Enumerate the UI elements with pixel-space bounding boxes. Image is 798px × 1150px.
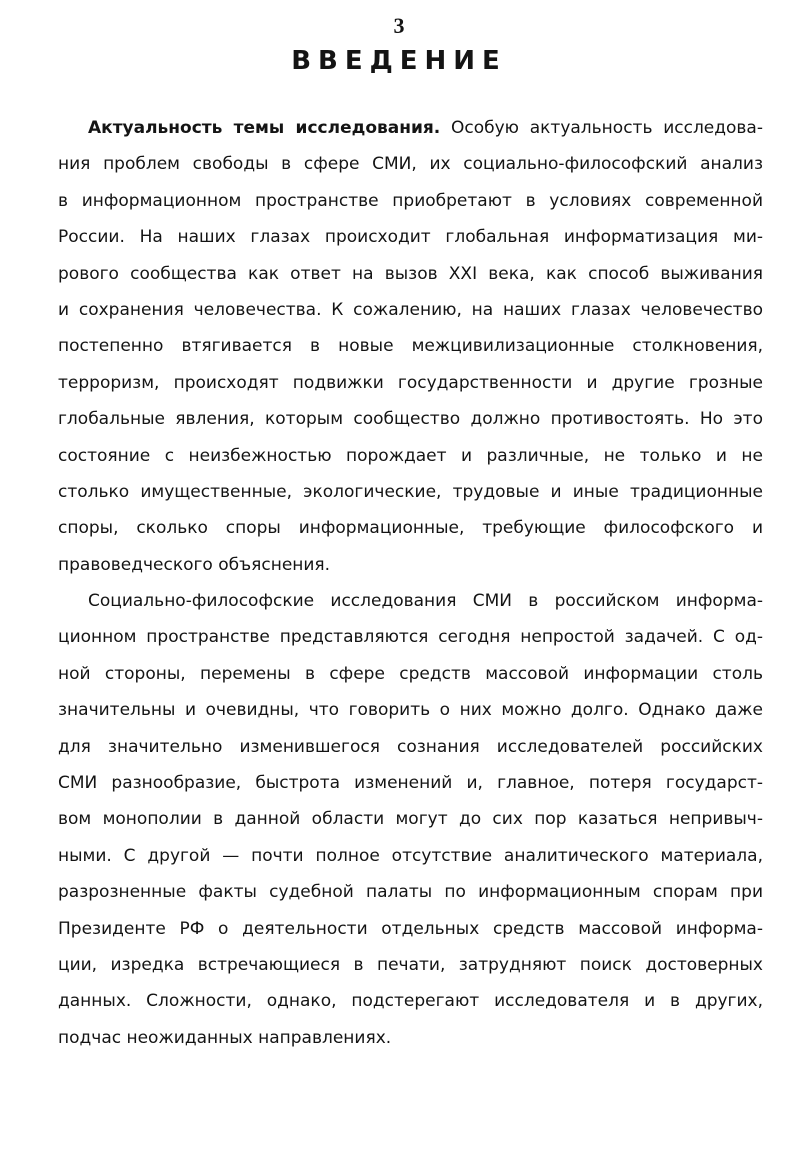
paragraph-line-text: Особую актуальность исследова- xyxy=(440,118,763,138)
paragraph-line: постепенно втягивается в новые межцивилизационные столкновения, xyxy=(58,336,763,357)
paragraph-line xyxy=(58,110,763,146)
paragraph-line: России. На наших глазах происходит глобальная информатизация ми- xyxy=(58,227,763,248)
paragraph-line: подчас неожиданных направлениях. xyxy=(58,1027,392,1048)
paragraph-line: Президенте РФ о деятельности отдельных средств массовой информа- xyxy=(58,918,763,939)
paragraph-line: Социально-философские исследования СМИ в российском информа- xyxy=(88,591,763,612)
paragraph-line: состояние с неизбежностью порождает и различные, не только и не xyxy=(58,445,763,466)
paragraph-line: терроризм, происходят подвижки государственности и другие грозные xyxy=(58,372,763,393)
paragraph-line: разрозненные факты судебной палаты по информационным спорам при xyxy=(58,882,763,903)
paragraph-line: рового сообщества как ответ на вызов XXI века, как способ выживания xyxy=(58,263,763,284)
paragraph-line: значительны и очевидны, что говорить о них можно долго. Однако даже xyxy=(58,700,763,721)
paragraph-line: споры, сколько споры информационные, требующие философского и xyxy=(58,518,763,539)
paragraph-line: ционном пространстве представляются сегодня непростой задачей. С од- xyxy=(58,627,763,648)
paragraph-line: в информационном пространстве приобретают в условиях современной xyxy=(58,190,763,211)
page-title: ВВЕДЕНИЕ xyxy=(291,46,507,76)
paragraph-line: ния проблем свободы в сфере СМИ, их социально-философский анализ xyxy=(58,154,763,175)
paragraph-line: ной стороны, перемены в сфере средств массовой информации столь xyxy=(58,663,763,684)
paragraph-line: данных. Сложности, однако, подстерегают исследователя и в других, xyxy=(58,991,763,1012)
paragraph-line: столько имущественные, экологические, трудовые и иные традиционные xyxy=(58,481,763,502)
paragraph-line: вом монополии в данной области могут до сих пор казаться непривыч- xyxy=(58,809,763,830)
body-text xyxy=(58,110,763,1056)
paragraph-line: правоведческого объяснения. xyxy=(58,554,331,575)
paragraph-line: ными. С другой — почти полное отсутствие аналитического материала, xyxy=(58,845,763,866)
paragraph-line: ции, изредка встречающиеся в печати, затрудняют поиск достоверных xyxy=(58,954,763,975)
paragraph-line: и сохранения человечества. К сожалению, на наших глазах человечество xyxy=(58,299,763,320)
paragraph-line: глобальные явления, которым сообщество должно противостоять. Но это xyxy=(58,409,763,430)
paragraph-line: СМИ разнообразие, быстрота изменений и, главное, потеря государст- xyxy=(58,773,763,794)
paragraph-lead: Актуальность темы исследования. xyxy=(88,118,441,138)
paragraph-1 xyxy=(58,110,763,583)
paragraph-2 xyxy=(58,583,763,1056)
paragraph-line: для значительно изменившегося сознания исследователей российских xyxy=(58,736,763,757)
page-number: 3 xyxy=(393,13,405,38)
